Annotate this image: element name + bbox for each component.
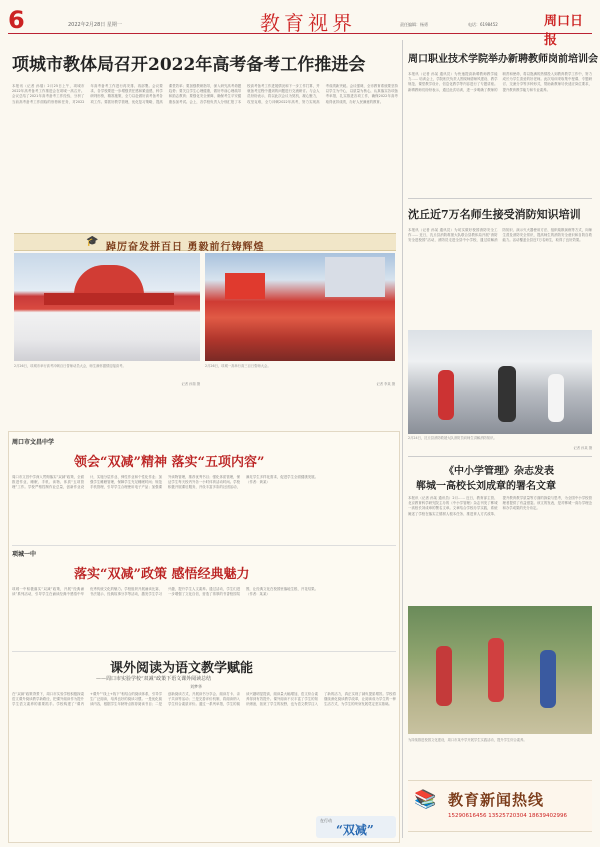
- school-divider-1: [12, 545, 396, 546]
- editor: 责任编辑：杨勇: [400, 22, 428, 27]
- student-blue: [540, 650, 556, 708]
- header: [8, 6, 592, 48]
- book-icon: 📚: [414, 789, 437, 810]
- fire-credit: 记者 孙某 摄: [573, 446, 592, 450]
- school-title-1: 领会“双减”精神 落实“五项内容”: [74, 455, 265, 470]
- paper-logo: 周口日报: [544, 14, 584, 48]
- reading-author: 刘梦华: [190, 684, 202, 689]
- photo-caption-right: 2月26日，项城一高举行高三百日誓师大会。: [205, 364, 271, 368]
- school-label-2: 项城一中: [12, 551, 37, 558]
- article-body-right-1: 本报讯（记者 孙某 通讯员）为快速提高新聘教师教学能力…… 培训会上，学院相关负责人围绕师德师风建设、教学规范、课堂教学设计、信息化教学等内容进行了专题讲座。新聘教师们纷纷表示，通过此次培训，进一步明确了教师的职责和使命，将以饱满的热情投入到教育教学工作中，努力成长为学生喜爱的好老师。此次培训采取集中授课、专题研讨、交流分享等多种形式，帮助新教师尽快适应岗位要求，提升教育教学能力和专业素养。: [408, 72, 592, 92]
- building: [325, 257, 385, 297]
- person-white: [548, 374, 564, 422]
- article-title-right-2: 沈丘近7万名师生接受消防知识培训: [408, 208, 581, 221]
- header-date: 2022年2月28日 星期一: [68, 22, 122, 28]
- article-body: 本报讯（记者 孙瑞）2月25日上午，项城市2022年高考备考工作推进会在项城一高召开。 会议总结了2021年高考备考工作经验，分析了当前高考备考工作面临的形势和任务，对2022年高考备考工作进行再安排、再部署。会议要求，各学校要进一步增强责任感和紧迫感，科学研判形势，精准施策，全力以赴做好高考备考各项工作。要抓好教学管理，优化复习策略，提高课堂效率；要加强教研指导，深入研究高考命题趋势；要关注学生心理健康，做好考前心理疏导和励志教育；要强化安全保障，确保考生平安健康参加考试。会上，各学校负责人分别汇报了本校高考备考工作进展情况和下一步工作打算，并就备考过程中遇到的问题进行交流研讨。与会人员纷纷表示，将以此次会议为契机，凝心聚力，攻坚克难，全力冲刺2022年高考，努力实现高考成绩新突破。会议强调，全市教育系统要坚持以学生为中心，以质量为核心，认真落实各项备考举措，扎实推进各项工作，确保2022年高考取得优异成绩，办好人民满意的教育。: [12, 84, 398, 104]
- reading-body: 在“双减”政策背景下，周口市实验学校积极探索语文课外阅读教学新路径，把课外阅读作为提升学生语文素养的重要抓手。学校构建了“课内+课外”“线上+线下”相结合的阅读体系，引导学生广泛阅读，培养良好的阅读习惯。一是优化阅读内容，根据学生年龄特点推荐阅读书目；二是创新阅读方式，开展读书分享会、阅读打卡、亲子共读等活动；三是完善评价机制，将阅读纳入学生综合素质评价。通过一系列举措，学生的阅读兴趣明显提高，阅读量大幅增加，语文综合素养得到有效提升。课外阅读不仅丰富了学生的知识储备，拓宽了学生的视野，也为语文教学注入了新的活力，真正实现了减负提质增效。学校将继续深化阅读教学改革，让阅读成为学生的一种生活方式，为学生的终身发展奠定坚实基础。: [12, 692, 396, 707]
- reading-title: 课外阅读为语文教学赋能: [110, 661, 254, 676]
- divider-right: [408, 456, 592, 457]
- article-title: 项城市教体局召开2022年高考备考工作推进会: [12, 55, 366, 75]
- photo-right: [205, 253, 395, 361]
- student-red-2: [488, 638, 504, 702]
- graduation-cap-icon: 🎓: [86, 236, 99, 247]
- shuangjian-label: “双减”: [336, 823, 374, 837]
- school-body-1: 周口市文昌中学深入贯彻落实“双减”政策，全面推进作业、睡眠、手机、读物、体质“五项管理”工作。学校严格控制作业总量，创新作业设计，实施分层作业、弹性作业和个性化作业；加强学生睡眠管理，保障学生充足睡眠时间；规范手机管理，引导学生合理使用电子产品；加强课外读物管理，推荐优秀书目；强化体质管理，保证学生每天校内外各一小时体育活动时间。学校积极开展课后服务，开设丰富多彩的社团活动，满足学生多样化需求，促进学生全面健康发展。（作者：黄某）: [12, 475, 318, 490]
- photo-credit-right: 记者 李某 摄: [376, 382, 395, 386]
- photo-left: [14, 253, 200, 361]
- person-dark: [498, 366, 516, 422]
- student-red-1: [436, 646, 452, 706]
- photo-bottom-right: [408, 606, 592, 734]
- school-divider-2: [12, 651, 396, 652]
- hotline-box: [408, 780, 592, 832]
- person-red: [438, 370, 454, 420]
- shuangjian-badge: [316, 816, 396, 838]
- magazine-body: 本报讯（记者 孙某 通讯员）2月…… 近日，教育部主管、北京教育科学研究院主办的《中小学管理》杂志刊发了郸城一高校长刘成章的署名文章。文章结合学校办学实践，系统阐述了学校在落实立德树人根本任务、推进育人方式改革、提升教育教学质量等方面的探索与思考，为全国中小学校管理者提供了有益借鉴。该文的发表，是对郸城一高办学理念和办学成果的充分肯定。: [408, 496, 592, 516]
- school-title-2: 落实“双减”政策 感悟经典魅力: [74, 567, 250, 582]
- magazine-title-2: 郸城一高校长刘成章的署名文章: [416, 481, 556, 492]
- red-flag: [225, 273, 265, 299]
- fire-caption: 2月24日，沈丘县消防救援大队消防员向师生讲解消防知识。: [408, 436, 497, 440]
- article-title-right-1: 周口职业技术学院举办新聘教师岗前培训会: [408, 54, 598, 65]
- divider: [408, 198, 592, 199]
- banner-text: 踔厉奋发拼百日 勇毅前行铸辉煌: [106, 242, 265, 253]
- school-label-1: 周口市文昌中学: [12, 439, 55, 446]
- photo-credit-left: 记者 孙瑞 摄: [181, 382, 200, 386]
- photo-fire-training: [408, 330, 592, 434]
- reading-subtitle: ——周口市实验学校“双减”政策下语文课外阅读总结: [96, 676, 212, 682]
- column-divider: [402, 40, 403, 838]
- magazine-title: 《中小学管理》杂志发表: [444, 466, 554, 477]
- hotline-phone: 15290616456 13525720304 18639402996: [448, 813, 567, 819]
- red-arch: [74, 265, 144, 295]
- photo-bottom-caption: 为持续推进校园文化建设，周口市某中学开展学生实践活动，提升学生综合素养。: [408, 738, 527, 742]
- banner: [14, 233, 396, 251]
- page-number: 6: [8, 6, 25, 34]
- phone: 电话：6198452: [468, 22, 498, 27]
- stage-banner: [44, 293, 174, 305]
- shuangjian-prefix: 在行动: [320, 818, 332, 823]
- hotline-title: 教育新闻热线: [448, 791, 545, 809]
- article-body-right-2: 本报讯（记者 孙某 通讯员）为切实做好校园消防安全工作…… 近日，沈丘县消防救援大队联合县教体局开展“消防安全进校园”活动，消防员走进全县中小学校，通过讲解消防知识、演示灭火器使用方法、组织疏散演练等方式，向师生普及消防安全常识，提高师生的消防安全意识和自防自救能力。活动覆盖全县近7万名师生，取得了良好效果。: [408, 228, 592, 243]
- school-body-2: 项城一中积极落实“双减”政策，开展“经典诵读”系列活动，引导学生在诵读经典中感悟中华优秀传统文化的魅力。学校组织开展诵读比赛、书法展示、经典故事分享等活动，激发学生学习兴趣，提升学生人文素养。通过活动，学生们进一步增强了文化自信，营造了浓厚的书香校园氛围，让经典文化在校园里落地生根、开花结果。（作者：某某）: [12, 587, 318, 597]
- photo-caption-left: 2月26日，项城市举行高考冲刺百日誓师动员大会，师生满怀激情迎接高考。: [14, 364, 126, 368]
- section-title: 教育视界: [260, 11, 356, 35]
